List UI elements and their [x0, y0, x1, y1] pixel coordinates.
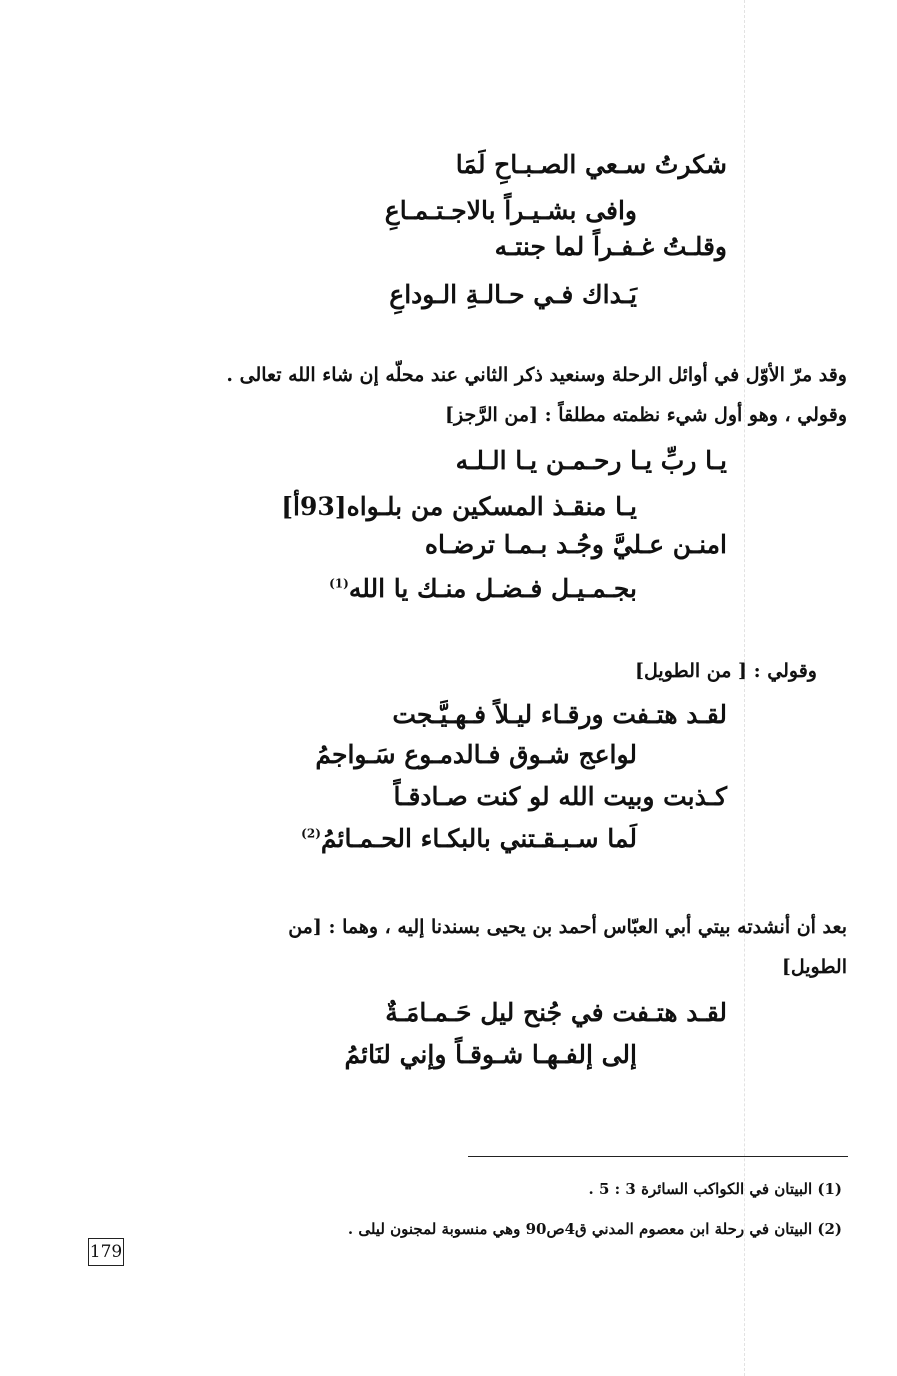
poem1-verse-4: يَـداك فـي حـالـةِ الـوداعِ [389, 280, 637, 309]
poem1-verse-1: شكرتُ سـعي الصـبـاحِ لَمَا [455, 150, 727, 179]
footnote-marker-2: (2) [301, 826, 321, 841]
poem1-verse-2: وافى بشـيـراً بالاجـتـمـاعِ [384, 196, 637, 225]
prose-paragraph-2-line-2: الطويل] [781, 956, 847, 978]
footnote-2: (2) البيتان في رحلة ابن معصوم المدني ق4ص90 وهي منسوبة لمجنون ليلى . [347, 1220, 842, 1238]
poem2-verse-4: بجـمـيـل فـضـل منـك يا الله$^{(1)}$ [329, 574, 637, 603]
poem3-verse-3: كـذبت وبيت الله لو كنت صـادقـاً [393, 782, 727, 811]
poem4-verse-1: لقـد هتـفت في جُنح ليل حَـمـامَـةٌ [385, 998, 727, 1027]
poem2-verse-1: يـا ربِّ يـا رحـمـن يـا الـلـه [455, 446, 727, 475]
poem1-verse-3: وقلـتُ غـفـراً لما جنتـه [494, 232, 727, 261]
prose-paragraph-1: وقد مرّ الأوّل في أوائل الرحلة وسنعيد ذكر الثاني عند محلّه إن شاء الله تعالى . [226, 364, 847, 386]
footnote-separator [468, 1156, 848, 1157]
poem3-verse-2: لواعج شـوق فـالدمـوع سَـواجمُ [315, 740, 637, 769]
prose-paragraph-2-line-1: بعد أن أنشدته بيتي أبي العبّاس أحمد بن يحيى بسندنا إليه ، وهما : [من [288, 916, 847, 938]
footnote-marker-1: (1) [329, 576, 349, 591]
footnote-1: (1) البيتان في الكواكب السائرة 3 : 5 . [588, 1180, 842, 1198]
intro-rajaz: وقولي ، وهو أول شيء نظمته مطلقاً : [من الرَّجز] [445, 404, 847, 426]
poem3-verse-4: لَما سـبـقـتني بالبكـاء الحـمـائمُ$^{(2)}$ [301, 824, 637, 853]
poem2-verse-2: يـا منقـذ المسكين من بلـواه[93أ] [281, 492, 637, 521]
poem4-verse-2: إلى إلفـهـا شـوقـاً وإني لنَائمُ [344, 1040, 637, 1069]
poem2-verse-3: امنـن عـليَّ وجُـد بـمـا ترضـاه [424, 530, 727, 559]
page-number: 179 [88, 1238, 124, 1266]
intro-tawil-1: وقولي : [ من الطويل] [635, 660, 817, 682]
binding-guide-line [744, 0, 745, 1376]
poem3-verse-1: لقـد هتـفت ورقـاء ليـلاً فـهـيَّـجت [392, 700, 727, 729]
